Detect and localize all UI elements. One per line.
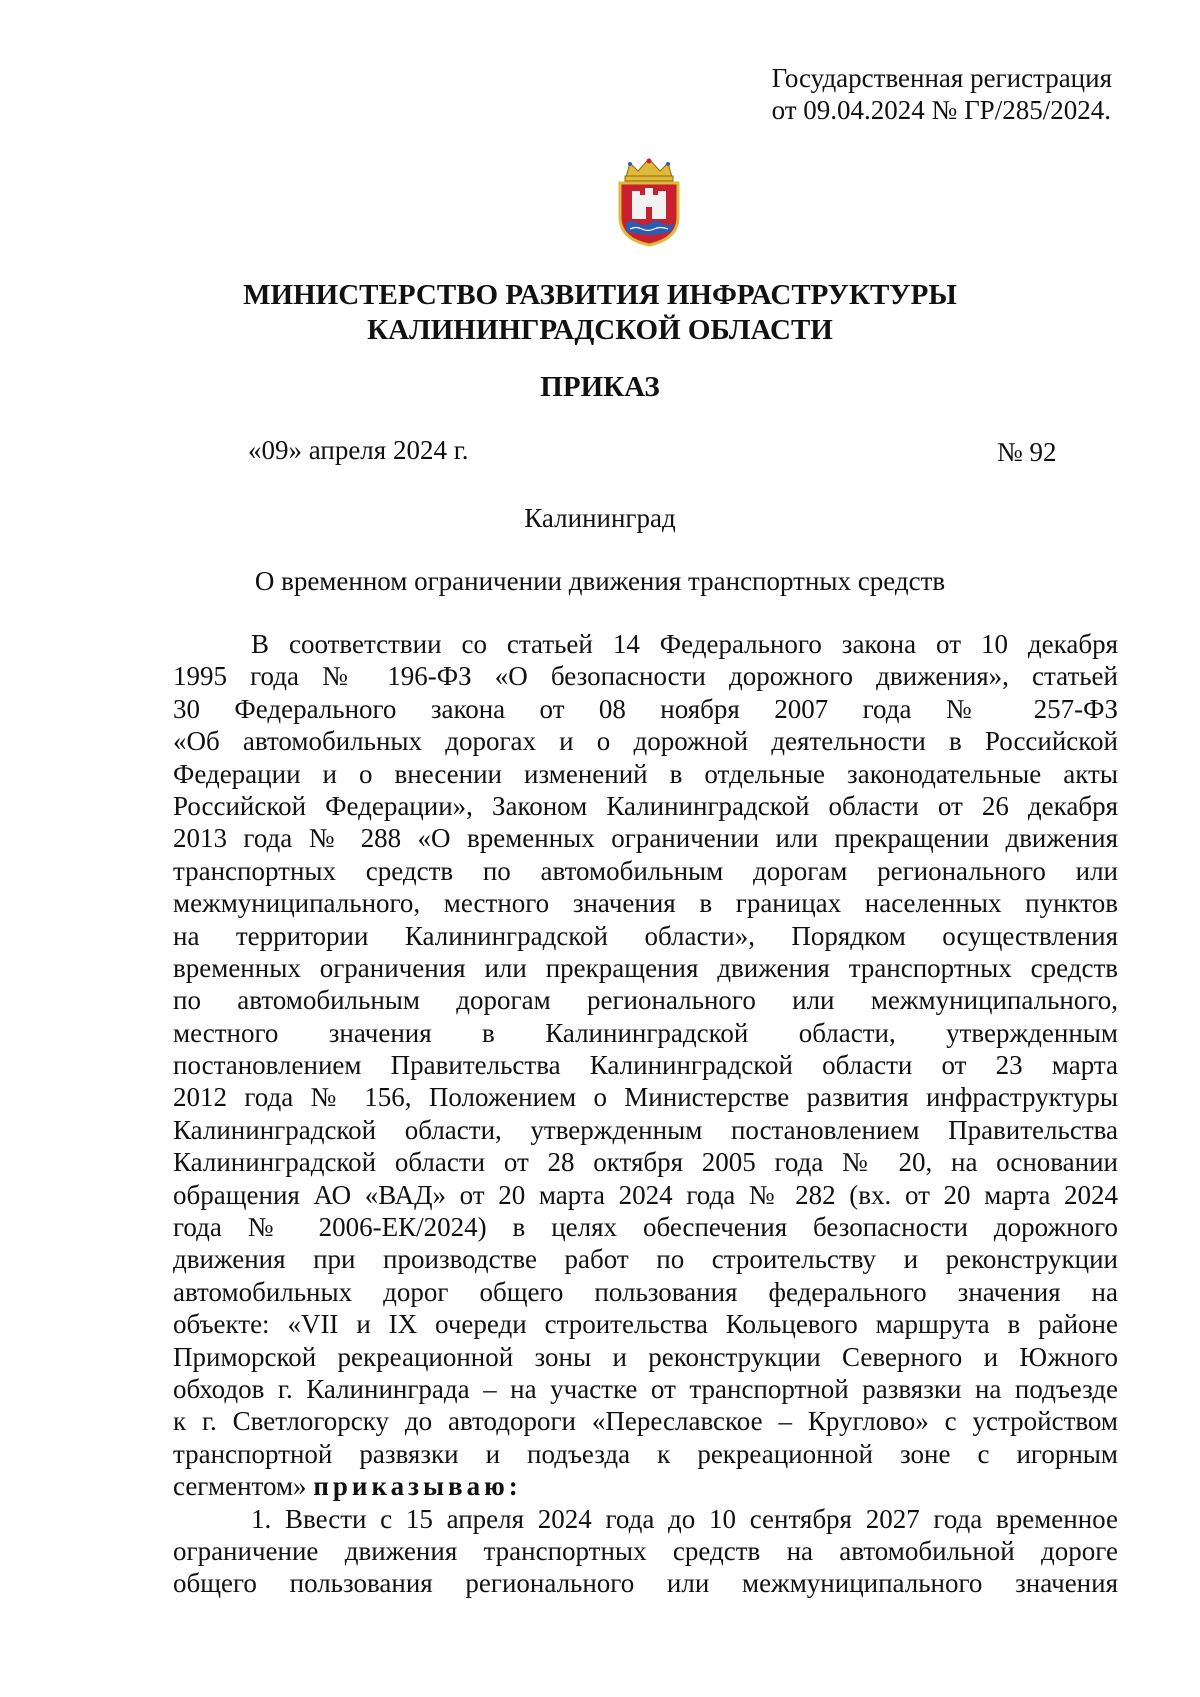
item-1-line: общего пользования регионального или межмуниципального значения [173,1568,1118,1599]
body-line: временных ограничения или прекращения движения транспортных средств [173,952,1118,983]
body-line: межмуниципального, местного значения в границах населенных пунктов [173,888,1118,919]
body-line: Федерации и о внесении изменений в отдельные законодательные акты [173,758,1118,789]
document-date: «09» апреля 2024 г. [248,435,469,465]
body-line: транспортных средств по автомобильным дорогам регионального или [173,855,1118,886]
registration-line-2: от 09.04.2024 № ГР/285/2024. [771,95,1111,125]
body-line: обращения АО «ВАД» от 20 марта 2024 года № 282 (вх. от 20 марта 2024 [173,1179,1118,1210]
body-line: Приморской рекреационной зоны и реконструкции Северного и Южного [173,1341,1118,1372]
body-line: транспортной развязки и подъезда к рекреационной зоне с игорным [173,1438,1118,1469]
registration-stamp [772,62,1112,126]
document-subject: О временном ограничении движения транспортных средств [254,566,946,596]
body-line-final [173,1470,1118,1502]
item-1-line: 1. Ввести с 15 апреля 2024 года до 10 сентября 2027 года временное [251,1503,1118,1534]
ministry-title-line-2: КАЛИНИНГРАДСКОЙ ОБЛАСТИ [367,314,833,346]
body-line: 2013 года № 288 «О временных ограничении или прекращении движения [173,823,1118,854]
ministry-title [0,278,1200,348]
body-line: обходов г. Калининграда – на участке от транспортной развязки на подъезде [173,1373,1118,1404]
body-line: Калининградской области от 28 октября 2005 года № 20, на основании [173,1147,1118,1178]
body-line: Российской Федерации», Законом Калининградской области от 26 декабря [173,790,1118,821]
body-line: года № 2006-ЕК/2024) в целях обеспечения безопасности дорожного [173,1212,1118,1243]
body-line-final-text: сегментом» [173,1471,307,1502]
body-line: 30 Федерального закона от 08 ноября 2007 года № 257-ФЗ [173,693,1118,724]
body-line: движения при производстве работ по строительству и реконструкции [173,1244,1118,1275]
body-line: на территории Калининградской области», Порядком осуществления [173,920,1118,951]
document-number: № 92 [997,437,1057,467]
body-line: местного значения в Калининградской области, утвержденным [173,1017,1118,1048]
body-line: автомобильных дорог общего пользования федерального значения на [173,1276,1118,1307]
body-line: Калининградской области, утвержденным постановлением Правительства [173,1114,1118,1145]
body-line: В соответствии со статьей 14 Федерального закона от 10 декабря [251,629,1118,659]
body-line: по автомобильным дорогам регионального или межмуниципального, [173,985,1118,1016]
document-body [173,628,1118,1600]
registration-line-1: Государственная регистрация [771,63,1112,93]
body-line: к г. Светлогорску до автодороги «Переславское – Круглово» с устройством [173,1406,1118,1437]
body-line: 1995 года № 196-ФЗ «О безопасности дорожного движения», статьей [173,661,1118,692]
order-command: приказываю: [313,1471,522,1502]
ministry-title-line-1: МИНИСТЕРСТВО РАЗВИТИЯ ИНФРАСТРУКТУРЫ [243,279,957,311]
kaliningrad-region-coat-of-arms-icon [612,155,686,247]
body-line: объекте: «VII и IX очереди строительства Кольцевого маршрута в районе [173,1309,1118,1340]
body-line: постановлением Правительства Калининградской области от 23 марта [173,1050,1118,1081]
body-line: 2012 года № 156, Положением о Министерстве развития инфраструктуры [173,1082,1118,1113]
document-city: Калининград [524,503,676,533]
item-1-line: ограничение движения транспортных средств на автомобильной дороге [173,1535,1118,1566]
document-type: ПРИКАЗ [540,371,660,403]
body-line: «Об автомобильных дорогах и о дорожной деятельности в Российской [173,726,1118,757]
